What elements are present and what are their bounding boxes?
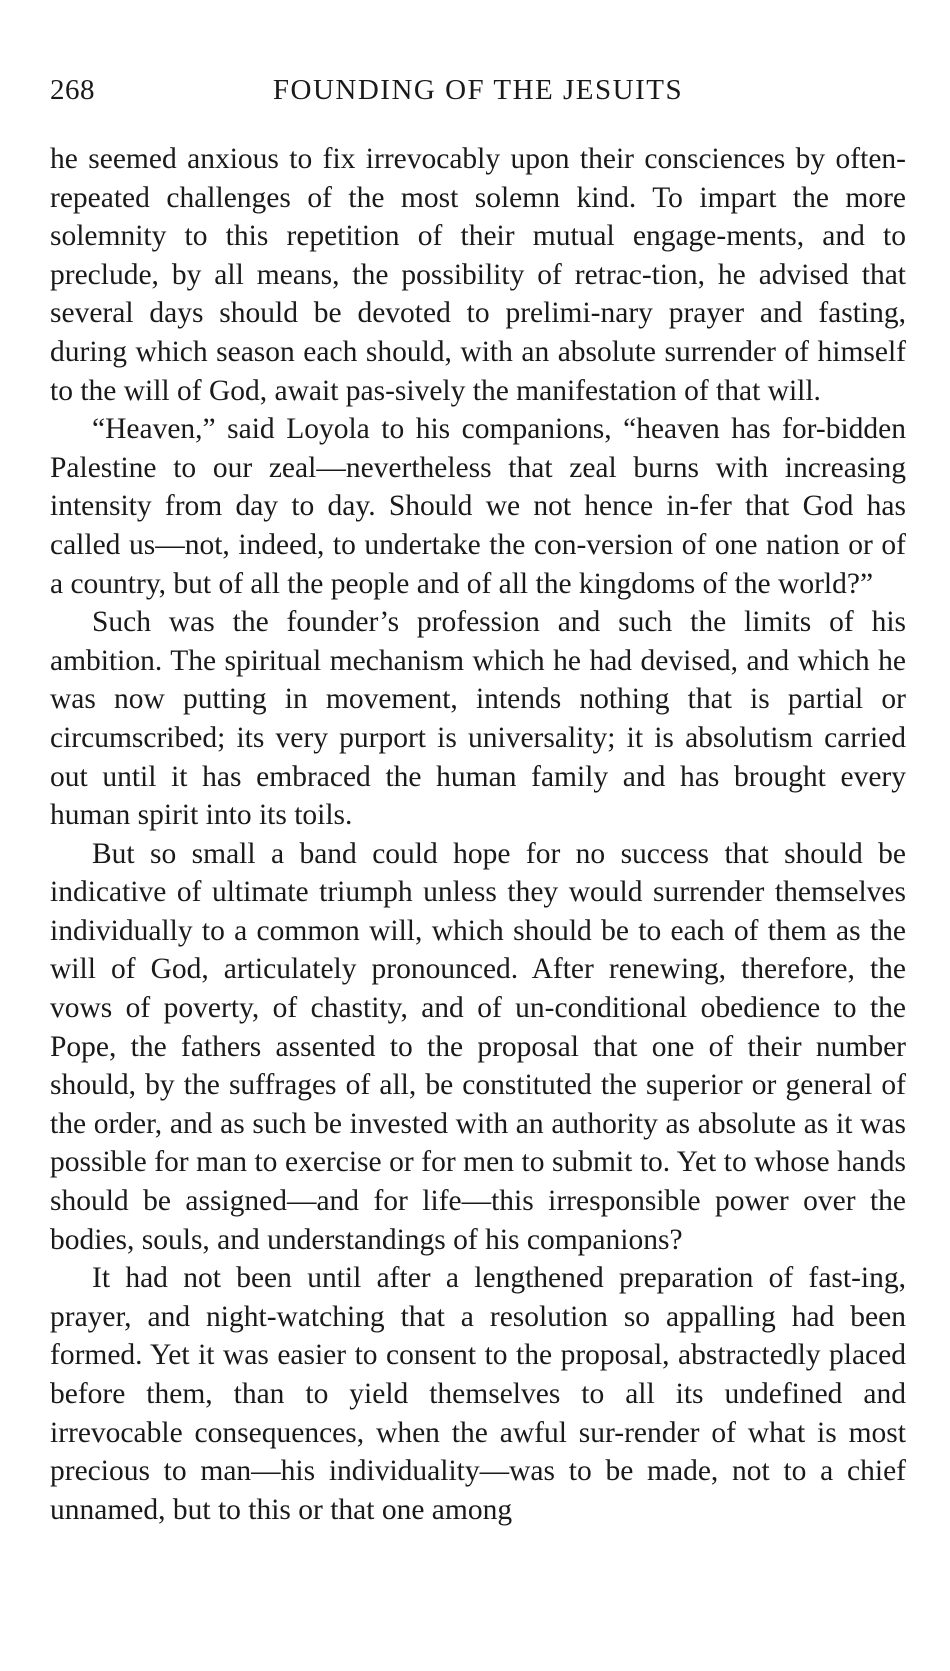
body-text [50, 140, 906, 1529]
page-header [50, 74, 906, 114]
running-head: FOUNDING OF THE JESUITS [272, 74, 684, 106]
paragraph-continued: he seemed anxious to fix irrevocably upon their consciences by often-repeated challenges of the most solemn kind. To impart the more solemnity to this repetition of their mutual engage-ments, and to preclude, by all means, the possibility of retrac-tion, he advised that several days should be devoted to prelimi-nary prayer and fasting, during which season each should, with an absolute surrender of himself to the will of God, await pas-sively the manifestation of that will. [50, 143, 906, 407]
page-number: 268 [50, 74, 95, 106]
paragraph-preparation: It had not been until after a lengthened preparation of fast-ing, prayer, and night-watching that a resolution so appalling had been formed. Yet it was easier to consent to the proposal, abstractedly placed before them, than to yield themselves to all its undefined and irrevocable consequences, when the awful sur-render of what is most precious to man—his individuality—was to be made, not to a chief unnamed, but to this or that one among [50, 1262, 906, 1526]
paragraph-founders-ambition: Such was the founder’s profession and such the limits of his ambition. The spiritual mechanism which he had devised, and which he was now putting in movement, intends nothing that is partial or circumscribed; its very purport is universality; it is absolutism carried out until it has embraced the human family and has brought every human spirit into its toils. [50, 606, 906, 832]
paragraph-loyola-quote: “Heaven,” said Loyola to his companions, “heaven has for-bidden Palestine to our zeal—nevertheless that zeal burns with increasing intensity from day to day. Should we not hence in-fer that God has called us—not, indeed, to undertake the con-version of one nation or of a country, but of all the people and of all the kingdoms of the world?” [50, 413, 906, 600]
paragraph-common-will: But so small a band could hope for no success that should be indicative of ultimate triumph unless they would surrender themselves individually to a common will, which should be to each of them as the will of God, articulately pronounced. After renewing, therefore, the vows of poverty, of chastity, and of un-conditional obedience to the Pope, the fathers assented to the proposal that one of their number should, by the suffrages of all, be constituted the superior or general of the order, and as such be invested with an authority as absolute as it was possible for man to exercise or for men to submit to. Yet to whose hands should be assigned—and for life—this irresponsible power over the bodies, souls, and understandings of his companions? [50, 837, 906, 1256]
